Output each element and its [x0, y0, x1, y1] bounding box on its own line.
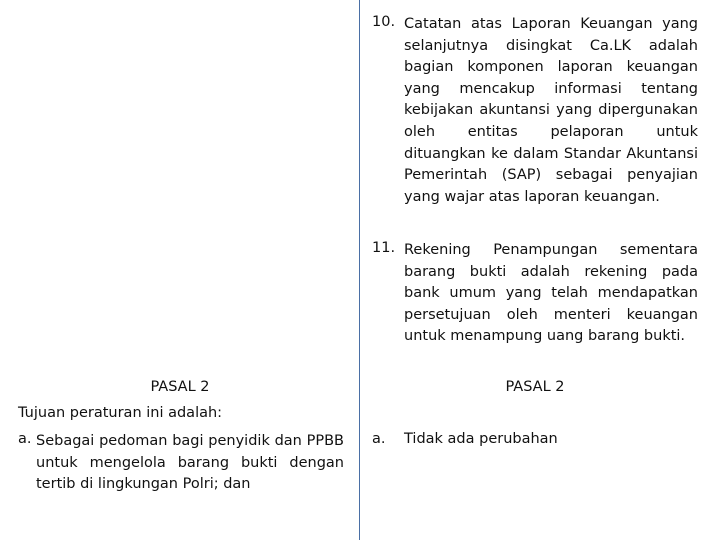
column-divider: [359, 0, 360, 540]
definition-item-11: [372, 240, 698, 348]
item-number: 11.: [372, 240, 396, 256]
definition-item-10: [372, 14, 698, 208]
right-list-item-a: [372, 431, 698, 447]
list-marker: a.: [372, 431, 386, 447]
item-number: 10.: [372, 14, 396, 30]
right-article-heading: PASAL 2: [505, 379, 565, 395]
left-list-item-a: [18, 431, 344, 496]
list-item-text: Tidak ada perubahan: [404, 431, 558, 447]
list-marker: a.: [18, 431, 32, 447]
left-article-heading: PASAL 2: [150, 379, 210, 395]
list-item-text: Sebagai pedoman bagi penyidik dan PPBB untuk mengelola barang bukti dengan tertib di lingkungan Polri; dan: [36, 433, 344, 493]
item-text: Catatan atas Laporan Keuangan yang selanjutnya disingkat Ca.LK adalah bagian komponen laporan keuangan yang mencakup informasi tentang kebijakan akuntansi yang dipergunakan oleh entitas pelaporan untuk dituangkan ke dalam Standar Akuntansi Pemerintah (SAP) sebagai penyajian yang wajar atas laporan keuangan.: [404, 16, 698, 205]
left-intro-text: Tujuan peraturan ini adalah:: [18, 405, 223, 421]
item-text: Rekening Penampungan sementara barang bukti adalah rekening pada bank umum yang telah mendapatkan persetujuan oleh menteri keuangan untuk menampung uang barang bukti.: [404, 242, 698, 345]
